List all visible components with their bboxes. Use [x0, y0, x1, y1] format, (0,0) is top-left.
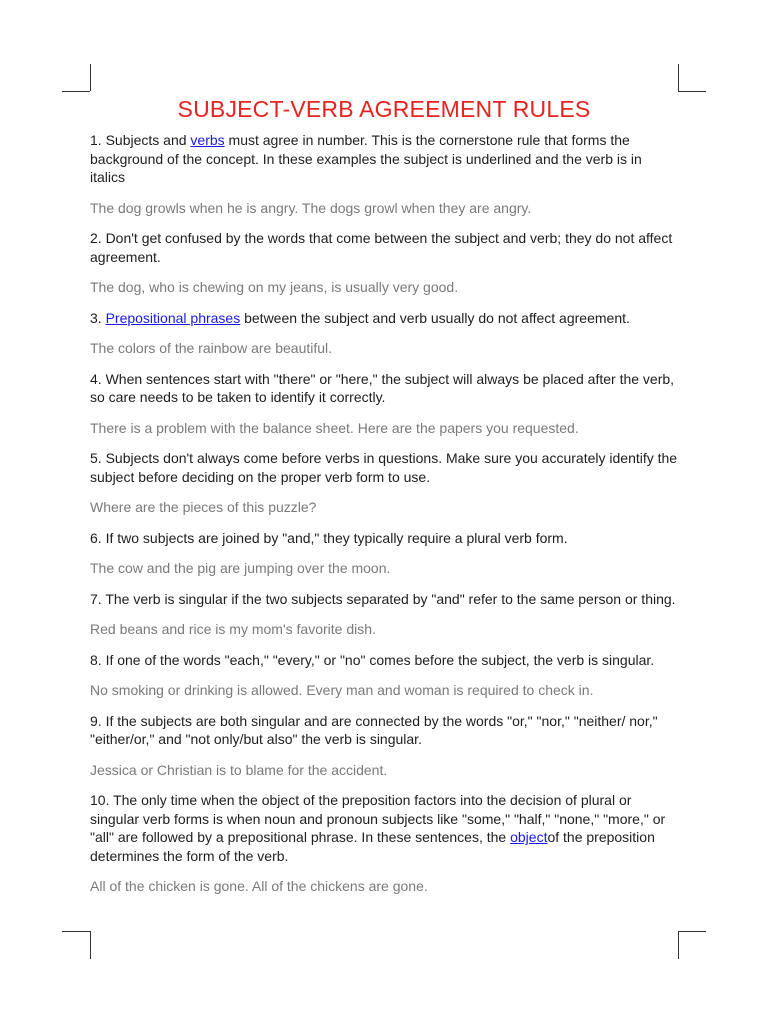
page-title: SUBJECT-VERB AGREEMENT RULES	[177, 96, 591, 122]
prepositional-phrases-link[interactable]: Prepositional phrases	[105, 309, 241, 326]
crop-mark-top-left-v	[90, 64, 91, 91]
rule-4: 4. When sentences start with "there" or "here," the subject will always be placed after the verb, so care needs to be taken to identify it correctly.	[90, 370, 675, 405]
rule-1: 1. Subjects and verbs must agree in number. This is the cornerstone rule that forms the background of the concept. In these examples the subject is underlined and the verb is in italics	[90, 132, 642, 185]
verbs-link[interactable]: verbs	[190, 132, 225, 148]
object-link[interactable]: object	[510, 829, 548, 845]
rule-8: 8. If one of the words "each," "every," or "no" comes before the subject, the verb is singular.	[90, 651, 655, 668]
example-6: The cow and the pig are jumping over the moon.	[90, 560, 391, 576]
example-7: Red beans and rice is my mom's favorite dish.	[90, 621, 376, 637]
example-2: The dog, who is chewing on my jeans, is usually very good.	[90, 279, 459, 295]
rule-2: 2. Don't get confused by the words that come between the subject and verb; they do not affect agreement.	[90, 230, 673, 265]
crop-mark-bottom-left-v	[90, 931, 91, 959]
example-8: No smoking or drinking is allowed. Every man and woman is required to check in.	[90, 682, 594, 698]
example-4: There is a problem with the balance sheet. Here are the papers you requested.	[90, 419, 579, 436]
rule-10: 10. The only time when the object of the preposition factors into the decision of plural or singular verb forms is when noun and pronoun subjects like "some," "half," "none," "more," or "all" are followed by a prepositional phrase. In these sentences, the objectof the preposition determines the form of the verb.	[90, 792, 666, 864]
crop-mark-top-right-h	[678, 91, 706, 92]
example-3: The colors of the rainbow are beautiful.	[90, 340, 333, 356]
rules-list	[90, 131, 680, 908]
rule-3: 3. Prepositional phrases between the subject and verb usually do not affect agreement.	[90, 309, 630, 326]
rule-5: 5. Subjects don't always come before verbs in questions. Make sure you accurately identify the subject before deciding on the proper verb form to use.	[90, 450, 678, 485]
crop-mark-bottom-left-h	[62, 931, 90, 932]
rule-7: 7. The verb is singular if the two subjects separated by "and" refer to the same person or thing.	[90, 590, 676, 607]
example-9: Jessica or Christian is to blame for the accident.	[90, 761, 388, 778]
crop-mark-bottom-right-v	[678, 931, 679, 959]
rule-6: 6. If two subjects are joined by "and," they typically require a plural verb form.	[90, 529, 568, 546]
example-1: The dog growls when he is angry. The dogs growl when they are angry.	[90, 199, 532, 216]
rule-9: 9. If the subjects are both singular and are connected by the words "or," "nor," "neither/ nor," "either/or," and "not only/but also" the verb is singular.	[90, 712, 658, 747]
crop-mark-top-left-h	[62, 91, 90, 92]
example-5: Where are the pieces of this puzzle?	[90, 499, 317, 515]
example-10: All of the chicken is gone. All of the chickens are gone.	[90, 878, 428, 894]
crop-mark-top-right-v	[678, 64, 679, 91]
crop-mark-bottom-right-h	[678, 931, 706, 932]
